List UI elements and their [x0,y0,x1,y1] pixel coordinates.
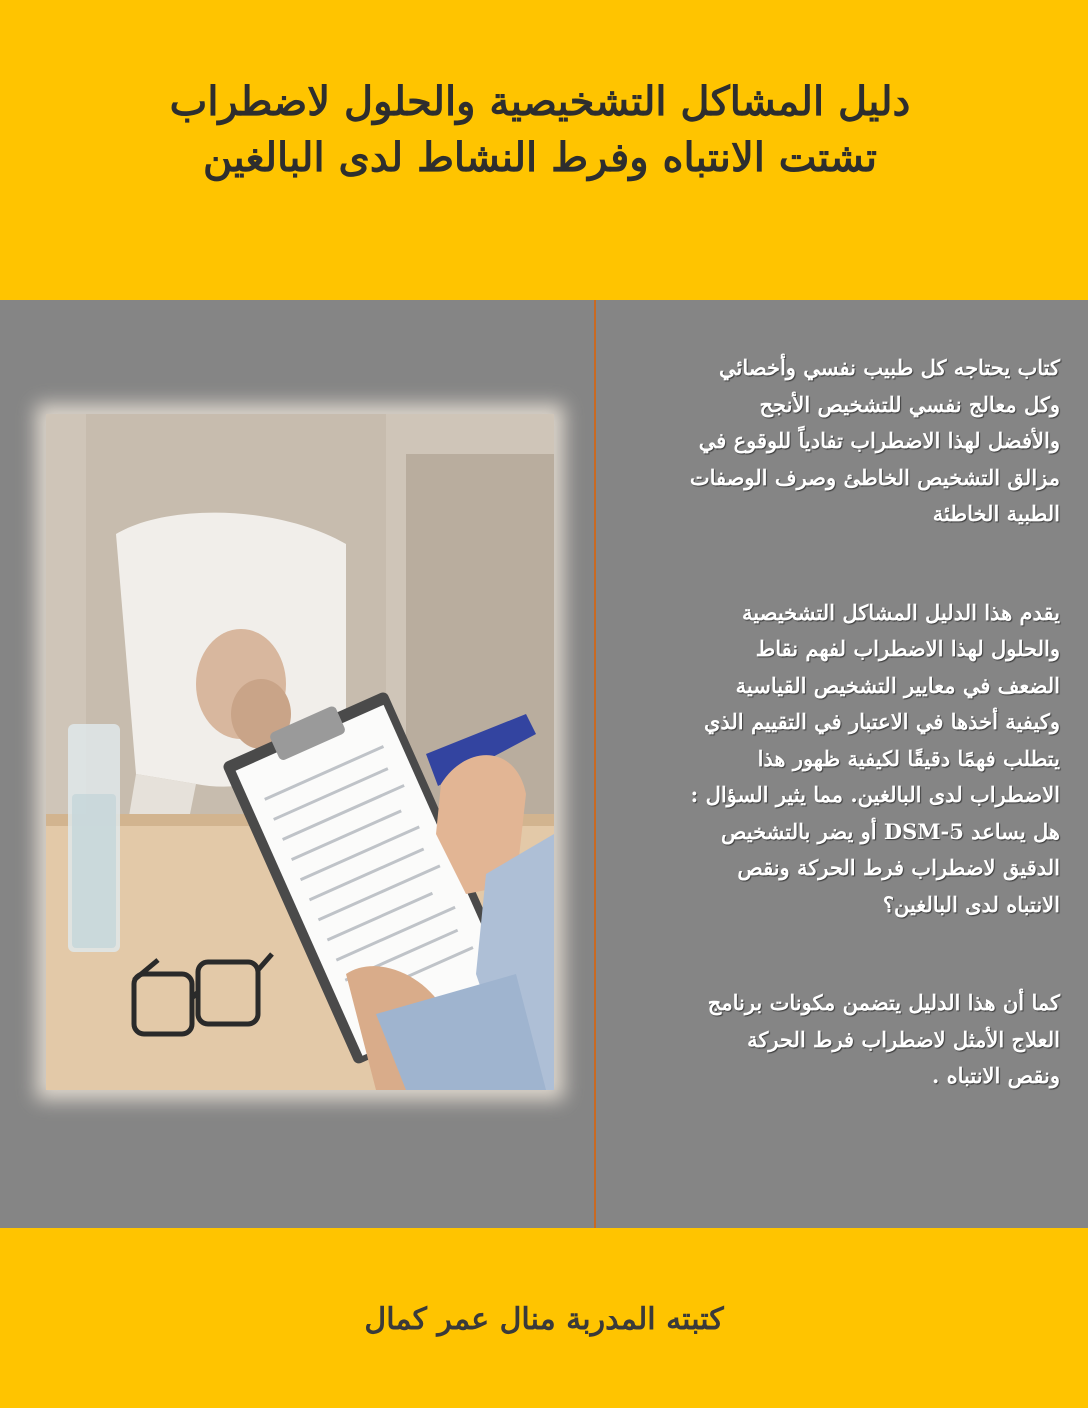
description-text [612,350,1060,1095]
paragraph-line: الضعف في معايير التشخيص القياسية [735,672,1060,698]
divider-line [594,300,596,1228]
paragraph-line: مزالق التشخيص الخاطئ وصرف الوصفات [689,464,1060,490]
author-credit: كتبته المدربة منال عمر كمال [364,1302,724,1337]
paragraph-line: العلاج الأمثل لاضطراب فرط الحركة [747,1026,1060,1052]
cover-photo [46,414,554,1090]
paragraph-line: كتاب يحتاجه كل طبيب نفسي وأخصائي [719,355,1060,380]
paragraph-line: الطبية الخاطئة [932,501,1060,526]
paragraph-line: الدقيق لاضطراب فرط الحركة ونقص [737,855,1060,880]
paragraph-3 [612,985,1060,1095]
paragraph-1 [612,350,1060,533]
title-line-1: دليل المشاكل التشخيصية والحلول لاضطراب [169,78,911,125]
cover-title [60,74,1020,186]
paragraph-line: هل يساعد DSM-5 أو يضر بالتشخيص [721,818,1060,844]
paragraph-2 [612,595,1060,924]
paragraph-line: والحلول لهذا الاضطراب لفهم نقاط [755,636,1060,661]
paragraph-line: الاضطراب لدى البالغين. مما يثير السؤال : [690,782,1060,807]
paragraph-line: يتطلب فهمًا دقيقًا لكيفية ظهور هذا [757,745,1060,771]
paragraph-line: ونقص الانتباه . [932,1063,1060,1088]
paragraph-line: يقدم هذا الدليل المشاكل التشخيصية [742,599,1060,625]
paragraph-line: وكيفية أخذها في الاعتبار في التقييم الذي [703,709,1060,734]
paragraph-line: الانتباه لدى البالغين؟ [882,891,1060,917]
paragraph-line: كما أن هذا الدليل يتضمن مكونات برنامج [707,990,1060,1015]
paragraph-line: وكل معالج نفسي للتشخيص الأنجح [759,391,1060,417]
title-line-2: تشتت الانتباه وفرط النشاط لدى البالغين [203,134,877,181]
paragraph-line: والأفضل لهذا الاضطراب تفادياً للوقوع في [698,428,1060,453]
